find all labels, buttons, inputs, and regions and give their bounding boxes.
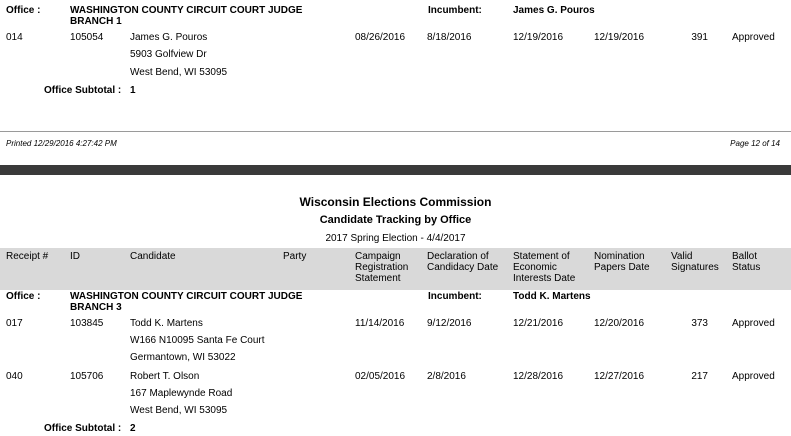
office-subtotal-value: 1 [130,85,136,96]
report-subtitle: Candidate Tracking by Office [319,214,472,226]
campaign-reg-cell: 02/05/2016 [355,371,406,382]
office-subtotal-label: Office Subtotal : [44,85,122,96]
receipt-cell: 040 [6,371,23,382]
column-header-row [0,248,791,290]
econ-interests-cell: 12/19/2016 [513,32,564,43]
nomination-cell: 12/19/2016 [594,32,645,43]
nomination-cell: 12/27/2016 [594,371,645,382]
receipt-cell: 017 [6,318,23,329]
econ-interests-cell: 12/21/2016 [513,318,564,329]
address-line2: West Bend, WI 53095 [130,405,228,416]
ballot-status-cell: Approved [732,32,775,43]
declaration-cell: 9/12/2016 [427,318,472,329]
incumbent-label: Incumbent: [428,291,482,302]
ballot-status-cell: Approved [732,318,775,329]
office-label: Office : [6,291,41,302]
col-receipt: Receipt # [6,251,49,262]
page-number: Page 12 of 14 [730,139,780,148]
office-name-line1: WASHINGTON COUNTY CIRCUIT COURT JUDGE [70,5,303,16]
valid-signatures-cell: 217 [691,371,708,382]
election-name: 2017 Spring Election - 4/4/2017 [325,233,466,244]
incumbent-name: James G. Pouros [513,5,595,16]
address-line1: W166 N10095 Santa Fe Court [130,335,265,346]
id-cell: 103845 [70,318,104,329]
candidate-cell: Todd K. Martens [130,318,203,329]
office-subtotal-label: Office Subtotal : [44,423,122,434]
footer-divider [0,131,791,132]
address-line2: Germantown, WI 53022 [130,352,236,363]
office-label: Office : [6,5,41,16]
campaign-reg-cell: 11/14/2016 [355,318,405,329]
report-title: Wisconsin Elections Commission [299,195,492,209]
nomination-cell: 12/20/2016 [594,318,645,329]
col-declaration: Declaration of Candidacy Date [427,251,499,273]
econ-interests-cell: 12/28/2016 [513,371,564,382]
office-subtotal-value: 2 [130,423,136,434]
page-break-bar [0,165,791,175]
id-cell: 105054 [70,32,104,43]
valid-signatures-cell: 373 [691,318,708,329]
candidate-cell: James G. Pouros [130,32,208,43]
incumbent-label: Incumbent: [428,5,482,16]
declaration-cell: 2/8/2016 [427,371,466,382]
col-campaign-reg: Campaign Registration Statement [355,251,409,284]
col-valid-signatures: Valid Signatures [671,251,719,273]
id-cell: 105706 [70,371,104,382]
col-nomination: Nomination Papers Date [594,251,650,273]
office-name-line2: BRANCH 1 [70,16,122,27]
declaration-cell: 8/18/2016 [427,32,472,43]
printed-timestamp: Printed 12/29/2016 4:27:42 PM [6,139,117,148]
office-name-line2: BRANCH 3 [70,302,122,313]
incumbent-name: Todd K. Martens [513,291,591,302]
office-name-line1: WASHINGTON COUNTY CIRCUIT COURT JUDGE [70,291,303,302]
address-line2: West Bend, WI 53095 [130,67,228,78]
valid-signatures-cell: 391 [691,32,708,43]
receipt-cell: 014 [6,32,23,43]
col-econ-interests: Statement of Economic Interests Date [513,251,576,284]
candidate-cell: Robert T. Olson [130,371,200,382]
col-party: Party [283,251,307,262]
address-line1: 5903 Golfview Dr [130,49,207,60]
col-candidate: Candidate [130,251,176,262]
campaign-reg-cell: 08/26/2016 [355,32,406,43]
ballot-status-cell: Approved [732,371,775,382]
address-line1: 167 Maplewynde Road [130,388,233,399]
col-ballot-status: Ballot Status [732,251,761,273]
col-id: ID [70,251,80,262]
